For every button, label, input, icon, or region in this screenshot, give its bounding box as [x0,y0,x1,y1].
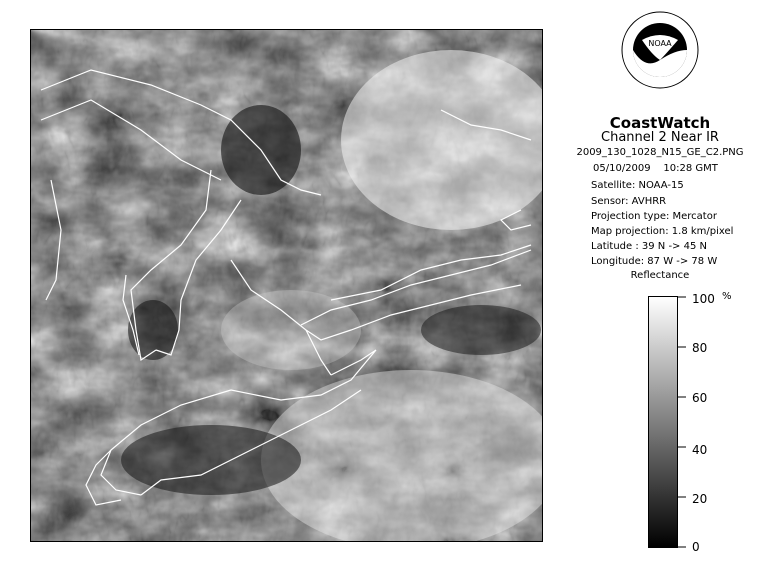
satellite-image [30,29,543,542]
map-projection-label: Map projection: 1.8 km/pixel [591,226,734,237]
acquisition-date: 05/10/2009 [593,163,651,174]
noaa-logo [620,10,700,90]
reflectance-colorbar [648,296,678,548]
projection-type-label: Projection type: Mercator [591,211,717,222]
cloud-band-center [221,290,361,370]
filename-label: 2009_130_1028_N15_GE_C2.PNG [576,147,744,158]
satellite-imagery-svg [31,30,542,541]
latitude-label: Latitude : 39 N -> 45 N [591,241,707,252]
tick-label-60: 60 [692,391,708,405]
unit-label: % [722,291,732,302]
acquisition-datetime [593,163,718,174]
tick-label-0: 0 [692,540,700,554]
tick-label-20: 20 [692,492,708,506]
satellite-label: Satellite: NOAA-15 [591,180,684,191]
sensor-label: Sensor: AVHRR [591,196,667,207]
colorbar-ticks [678,297,686,547]
tick-label-80: 80 [692,341,708,355]
legend-title: Reflectance [630,270,690,281]
clear-area-lake-ontario [421,305,541,355]
acquisition-time: 10:28 GMT [663,163,718,174]
tick-label-40: 40 [692,443,708,457]
colorbar-scale [678,296,738,548]
longitude-label: Longitude: 87 W -> 78 W [591,256,718,267]
channel-label: Channel 2 Near IR [601,130,719,145]
noaa-logo-text: NOAA [648,39,672,48]
tick-label-100: 100 [692,292,715,306]
product-title: CoastWatch [609,114,711,132]
clear-area-ontario-sw [121,425,301,495]
